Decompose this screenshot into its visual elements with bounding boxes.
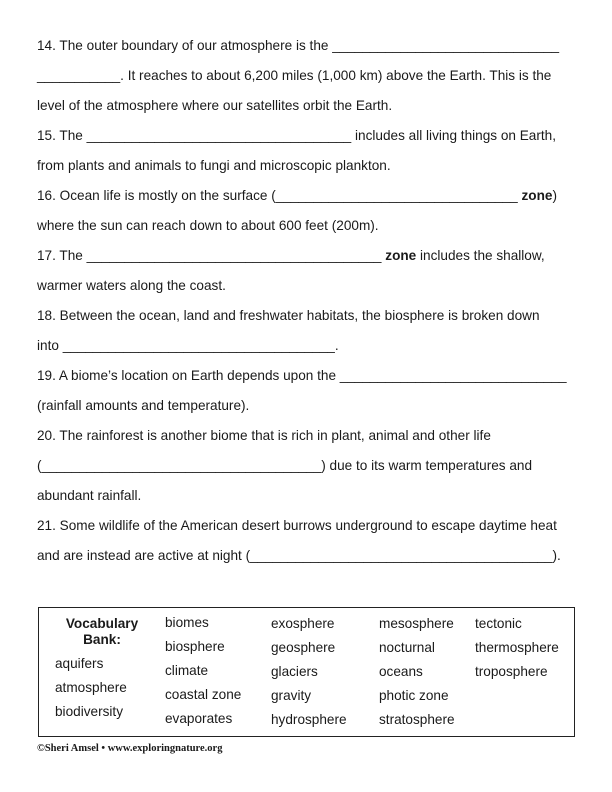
vocab-word: atmosphere: [55, 680, 127, 695]
vocabulary-bank: [38, 607, 575, 737]
question-line: where the sun can reach down to about 600 feet (200m).: [37, 218, 379, 233]
vocab-word: biomes: [165, 615, 209, 630]
question-line: (_____________________________________) due to its warm temperatures and: [37, 458, 533, 473]
bold-keyword: zone: [385, 248, 417, 263]
question-line: 19. A biome’s location on Earth depends upon the ______________________________: [37, 368, 567, 383]
vocab-word: thermosphere: [475, 640, 559, 655]
vocab-word: glaciers: [271, 664, 318, 679]
question-line: 18. Between the ocean, land and freshwater habitats, the biosphere is broken down: [37, 308, 540, 323]
question-line: ___________. It reaches to about 6,200 miles (1,000 km) above the Earth. This is the: [37, 68, 552, 83]
vocab-word: coastal zone: [165, 687, 242, 702]
vocab-word: nocturnal: [379, 640, 435, 655]
copyright-credit: ©Sheri Amsel • www.exploringnature.org: [37, 743, 223, 754]
vocab-word: hydrosphere: [271, 712, 347, 727]
vocab-word: photic zone: [379, 688, 449, 703]
question-line: and are instead are active at night (________________________________________).: [37, 548, 561, 563]
vocabulary-bank-title: Vocabulary Bank:: [65, 616, 139, 647]
bold-keyword: zone: [521, 188, 553, 203]
vocab-word: gravity: [271, 688, 312, 703]
question-line: abundant rainfall.: [37, 488, 142, 503]
question-line: into ____________________________________.: [37, 338, 339, 353]
question-line: 20. The rainforest is another biome that is rich in plant, animal and other life: [37, 428, 491, 443]
question-line: 21. Some wildlife of the American desert burrows underground to escape daytime heat: [37, 518, 557, 533]
vocab-word: tectonic: [475, 616, 522, 631]
vocab-word: climate: [165, 663, 209, 678]
vocab-word: exosphere: [271, 616, 335, 631]
vocab-word: oceans: [379, 664, 423, 679]
vocab-word: mesosphere: [379, 616, 454, 631]
vocab-word: aquifers: [55, 656, 104, 671]
question-line: 16. Ocean life is mostly on the surface (________________________________ zone): [37, 188, 557, 203]
question-line: 15. The ___________________________________ includes all living things on Earth,: [37, 128, 557, 143]
vocab-word: geosphere: [271, 640, 336, 655]
vocab-word: biodiversity: [55, 704, 123, 719]
question-line: level of the atmosphere where our satellites orbit the Earth.: [37, 98, 393, 113]
question-line: (rainfall amounts and temperature).: [37, 398, 250, 413]
vocab-word: biosphere: [165, 639, 225, 654]
question-line: warmer waters along the coast.: [37, 278, 226, 293]
question-line: 14. The outer boundary of our atmosphere is the ______________________________: [37, 38, 560, 53]
vocab-word: troposphere: [475, 664, 548, 679]
vocab-word: stratosphere: [379, 712, 455, 727]
question-line: 17. The _______________________________________ zone includes the shallow,: [37, 248, 545, 263]
question-line: from plants and animals to fungi and microscopic plankton.: [37, 158, 391, 173]
vocab-word: evaporates: [165, 711, 233, 726]
